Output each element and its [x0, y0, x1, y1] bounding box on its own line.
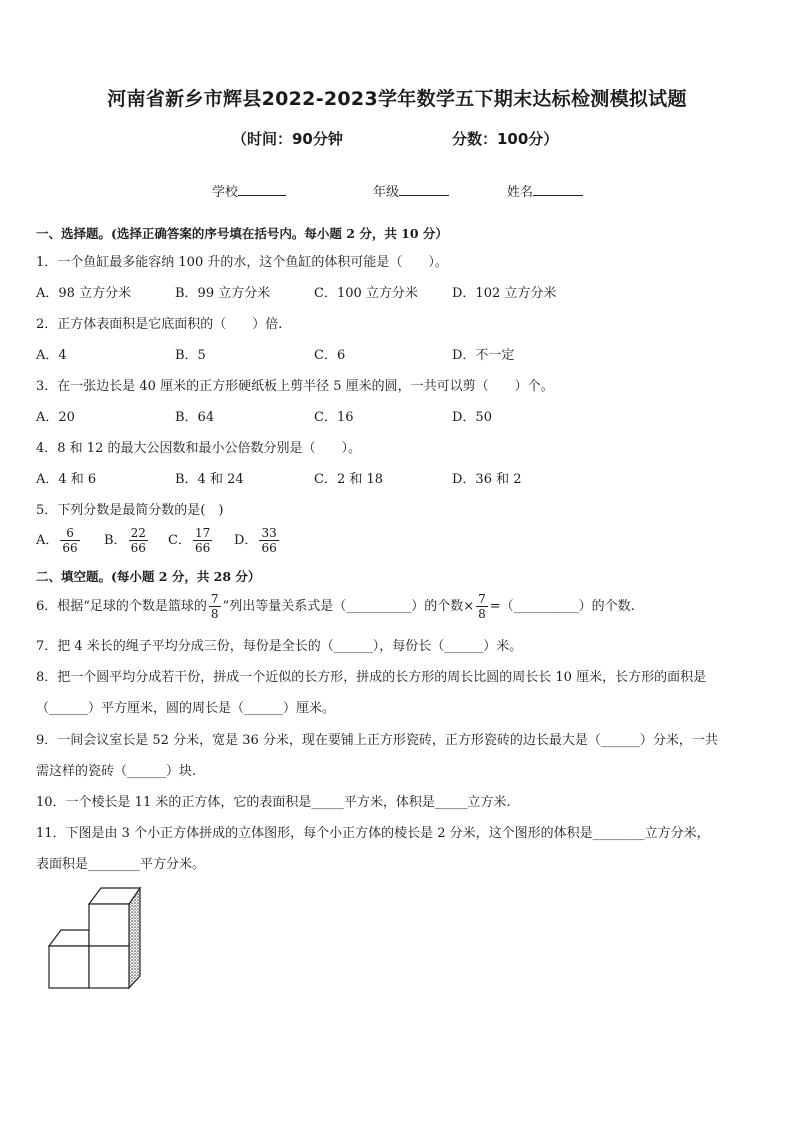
cube-upper-front	[89, 904, 129, 946]
q1-option-b[interactable]: B．99 立方分米	[175, 286, 271, 301]
fraction-numerator: 7	[210, 592, 219, 606]
question-8-line1: 8．把一个圆平均分成若干份，拼成一个近似的长方形，拼成的长方形的周长比圆的周长长 10 厘米，长方形的面积是	[36, 670, 707, 685]
q3-option-a[interactable]: A．20	[36, 410, 75, 425]
q4-option-d[interactable]: D．36 和 2	[452, 472, 522, 487]
q5-option-a[interactable]	[36, 526, 82, 555]
fraction-denominator: 8	[478, 607, 486, 621]
q4-option-b[interactable]: B．4 和 24	[175, 472, 244, 487]
grade-field	[373, 181, 449, 200]
q6-fraction-1	[209, 592, 221, 621]
q5-option-b[interactable]	[104, 526, 150, 555]
cube-bottom-right-front	[89, 946, 129, 988]
cube-side-face	[129, 888, 140, 988]
question-7: 7．把 4 米长的绳子平均分成三份，每份是全长的（______），每份长（______）米。	[36, 639, 523, 654]
section1-heading: 一、选择题。(选择正确答案的序号填在括号内。每小题 2 分，共 10 分）	[36, 226, 448, 241]
q2-option-d[interactable]: D．不一定	[452, 348, 515, 363]
fraction-numerator: 6	[60, 526, 79, 541]
question-1: 1．一个鱼缸最多能容纳 100 升的水，这个鱼缸的体积可能是（ ）。	[36, 255, 448, 270]
school-field	[212, 181, 286, 200]
name-field	[507, 181, 583, 200]
fraction-denominator: 66	[261, 541, 277, 555]
q5-option-b-fraction	[129, 526, 148, 555]
q5-option-b-label: B．	[104, 533, 127, 548]
fraction-numerator: 7	[478, 592, 486, 606]
q1-option-a[interactable]: A．98 立方分米	[36, 286, 132, 301]
grade-blank[interactable]	[399, 181, 449, 196]
q2-option-a[interactable]: A．4	[36, 348, 67, 363]
q1-option-d[interactable]: D．102 立方分米	[452, 286, 557, 301]
q2-option-c[interactable]: C．6	[314, 348, 346, 363]
question-10: 10．一个棱长是 11 米的正方体，它的表面积是_____平方米，体积是_____立方米.	[36, 795, 511, 810]
question-11-line1: 11．下图是由 3 个小正方体拼成的立体图形，每个小正方体的棱长是 2 分米，这个图形的体积是________立方分米，	[36, 826, 710, 841]
question-4: 4．8 和 12 的最大公因数和最小公倍数分别是（ ）。	[36, 441, 361, 456]
fraction-denominator: 66	[62, 541, 78, 555]
q5-option-d[interactable]	[234, 526, 281, 555]
question-2: 2．正方体表面积是它底面积的（ ）倍.	[36, 317, 283, 332]
school-blank[interactable]	[238, 181, 286, 196]
grade-label: 年级	[373, 185, 400, 200]
exam-score: 分数：100分）	[452, 130, 559, 148]
question-8-line2: （______）平方厘米，圆的周长是（______）厘米。	[36, 701, 336, 716]
school-label: 学校	[212, 185, 239, 200]
q4-option-a[interactable]: A．4 和 6	[36, 472, 97, 487]
q3-option-b[interactable]: B．64	[175, 410, 215, 425]
question-11-line2: 表面积是________平方分米。	[36, 857, 206, 872]
q5-option-c[interactable]	[168, 526, 214, 555]
q5-option-c-fraction	[193, 526, 212, 555]
fraction-numerator: 33	[261, 526, 277, 540]
q6-part2: ”列出等量关系式是（__________）的个数×	[222, 599, 475, 614]
question-3: 3．在一张边长是 40 厘米的正方形硬纸板上剪半径 5 厘米的圆，一共可以剪（ ）个。	[36, 379, 554, 394]
q5-option-a-label: A．	[36, 533, 59, 548]
fraction-denominator: 66	[194, 541, 211, 555]
q6-fraction-2	[476, 592, 488, 621]
fraction-denominator: 66	[130, 541, 146, 555]
q5-option-c-label: C．	[168, 533, 191, 548]
question-6	[36, 592, 635, 621]
q5-option-a-fraction	[60, 526, 79, 555]
name-blank[interactable]	[533, 181, 583, 196]
cube-left-top-face	[49, 930, 89, 946]
q5-option-d-fraction	[259, 526, 278, 555]
q4-option-c[interactable]: C．2 和 18	[314, 472, 384, 487]
fraction-numerator: 17	[194, 526, 211, 540]
q2-option-b[interactable]: B．5	[175, 348, 206, 363]
q3-option-c[interactable]: C．16	[314, 410, 354, 425]
cube-figure	[44, 884, 154, 994]
q5-option-d-label: D．	[234, 533, 258, 548]
fraction-denominator: 8	[210, 607, 219, 621]
exam-title: 河南省新乡市辉县2022-2023学年数学五下期末达标检测模拟试题	[107, 88, 687, 110]
section2-heading: 二、填空题。(每小题 2 分，共 28 分）	[36, 569, 261, 584]
q1-option-c[interactable]: C．100 立方分米	[314, 286, 418, 301]
question-9-line2: 需这样的瓷砖（______）块.	[36, 764, 197, 779]
name-label: 姓名	[507, 185, 534, 200]
question-5: 5．下列分数是最简分数的是( )	[36, 503, 224, 518]
fraction-numerator: 22	[130, 526, 146, 540]
exam-time: （时间：90分钟	[232, 130, 343, 148]
q3-option-d[interactable]: D．50	[452, 410, 492, 425]
cube-bottom-left-front	[49, 946, 89, 988]
question-9-line1: 9．一间会议室长是 52 分米，宽是 36 分米，现在要铺上正方形瓷砖，正方形瓷砖的边长最大是（______）分米，一共	[36, 733, 718, 748]
q6-part3: =（__________）的个数.	[489, 599, 635, 614]
q6-part1: 6．根据“足球的个数是篮球的	[36, 599, 207, 614]
